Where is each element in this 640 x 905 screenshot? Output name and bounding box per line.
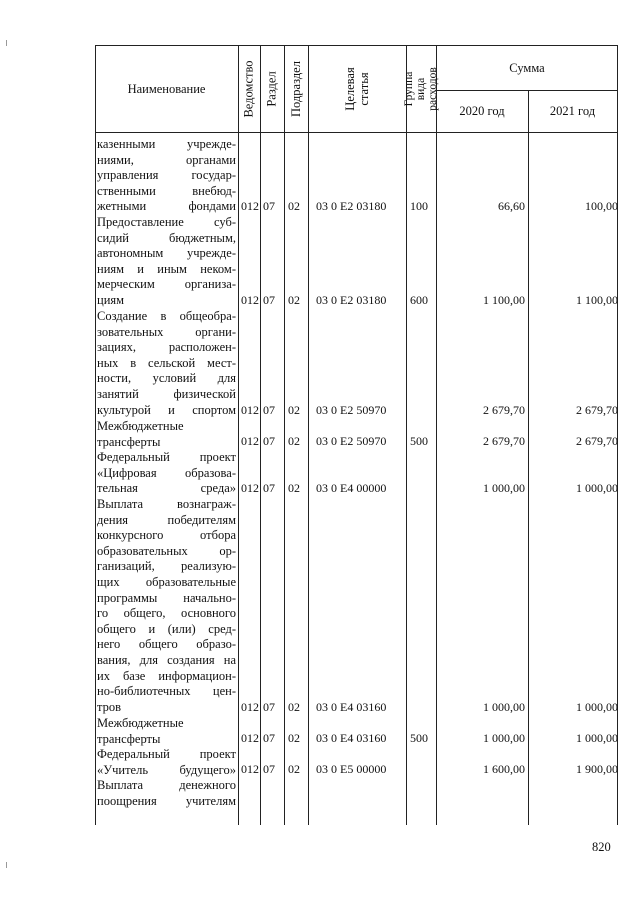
row-section: 07: [263, 199, 275, 213]
row-subsection: 02: [288, 762, 300, 776]
header-section: Раздел: [265, 70, 280, 107]
row-name: Выплата вознаграж- дения победителям конкурсного отбора образовательных ор- ганизаций, реализую- щих образовательные программы начально- го общего, основного общего и (или) сред- него общего образо- вания, для создания на их базе информацион- но-библиотечных цен- тров: [97, 497, 236, 714]
header-name: Наименование: [127, 81, 206, 96]
table-border-left: [95, 45, 96, 825]
row-article: 03 0 E2 50970: [316, 434, 387, 448]
header-expense-group: Группа вида расходов: [403, 66, 439, 111]
row-name: Создание в общеобра- зовательных органи- зациях, расположен- ных в сельской мест- ности, условий для занятий физической культурой и спортом: [97, 309, 236, 417]
header-bottom: [95, 132, 618, 133]
row-sum-2020: 1 100,00: [483, 293, 525, 307]
col-divider: [436, 45, 437, 825]
col-divider: [260, 45, 261, 825]
row-department: 012: [241, 481, 259, 495]
row-sum-2021: 1 000,00: [576, 700, 618, 714]
scan-mark: [6, 40, 7, 46]
row-department: 012: [241, 434, 259, 448]
row-name: казенными учрежде- ниями, органами управления государ- ственными внебюд- жетными фондами: [97, 137, 236, 214]
row-subsection: 02: [288, 700, 300, 714]
row-sum-2021: 1 000,00: [576, 731, 618, 745]
row-sum-2020: 1 600,00: [483, 762, 525, 776]
row-article: 03 0 E4 03160: [316, 700, 387, 714]
row-sum-2020: 1 000,00: [483, 731, 525, 745]
col-divider: [406, 45, 407, 825]
row-subsection: 02: [288, 293, 300, 307]
row-name: Межбюджетные трансферты: [97, 419, 184, 449]
row-section: 07: [263, 700, 275, 714]
row-department: 012: [241, 199, 259, 213]
row-article: 03 0 E2 50970: [316, 403, 387, 417]
row-sum-2020: 2 679,70: [483, 434, 525, 448]
row-expense-group: 500: [410, 731, 428, 745]
row-sum-2021: 1 100,00: [576, 293, 618, 307]
row-sum-2020: 2 679,70: [483, 403, 525, 417]
row-expense-group: 500: [410, 434, 428, 448]
row-section: 07: [263, 762, 275, 776]
row-section: 07: [263, 731, 275, 745]
row-subsection: 02: [288, 199, 300, 213]
row-section: 07: [263, 403, 275, 417]
row-name: Предоставление суб- сидий бюджетным, автономным учрежде- ниям и иным неком- мерческим организа- циям: [97, 215, 236, 307]
row-name: Федеральный проект «Учитель будущего»: [97, 747, 236, 777]
header-department: Ведомство: [242, 59, 256, 118]
row-name: Федеральный проект «Цифровая образова- тельная среда»: [97, 450, 236, 496]
header-year-2020: 2020 год: [459, 104, 505, 118]
header-article: Целевая статья: [343, 66, 371, 111]
row-sum-2020: 1 000,00: [483, 481, 525, 495]
row-article: 03 0 E4 03160: [316, 731, 387, 745]
row-sum-2021: 2 679,70: [576, 434, 618, 448]
row-sum-2021: 1 900,00: [576, 762, 618, 776]
header-year-2021: 2021 год: [549, 104, 596, 118]
scan-mark: [6, 862, 7, 868]
col-divider: [528, 90, 529, 825]
col-divider: [238, 45, 239, 825]
row-subsection: 02: [288, 403, 300, 417]
row-section: 07: [263, 434, 275, 448]
col-divider: [284, 45, 285, 825]
row-article: 03 0 E2 03180: [316, 293, 387, 307]
row-sum-2021: 1 000,00: [576, 481, 618, 495]
col-divider: [308, 45, 309, 825]
row-subsection: 02: [288, 434, 300, 448]
row-article: 03 0 E4 00000: [316, 481, 387, 495]
row-department: 012: [241, 700, 259, 714]
row-article: 03 0 E2 03180: [316, 199, 387, 213]
row-expense-group: 100: [410, 199, 428, 213]
row-expense-group: 600: [410, 293, 428, 307]
header-subsection: Подраздел: [289, 60, 303, 117]
row-section: 07: [263, 481, 275, 495]
budget-table: [95, 45, 618, 825]
row-sum-2021: 100,00: [585, 199, 618, 213]
row-department: 012: [241, 762, 259, 776]
row-article: 03 0 E5 00000: [316, 762, 387, 776]
row-department: 012: [241, 293, 259, 307]
row-subsection: 02: [288, 481, 300, 495]
row-sum-2020: 1 000,00: [483, 700, 525, 714]
row-section: 07: [263, 293, 275, 307]
row-subsection: 02: [288, 731, 300, 745]
header-sum: Сумма: [509, 60, 545, 75]
page-number: 820: [592, 840, 611, 854]
row-department: 012: [241, 403, 259, 417]
row-name: Межбюджетные трансферты: [97, 716, 184, 746]
row-sum-2021: 2 679,70: [576, 403, 618, 417]
row-sum-2020: 66,60: [498, 199, 525, 213]
row-name: Выплата денежного поощрения учителям: [97, 778, 236, 808]
row-department: 012: [241, 731, 259, 745]
